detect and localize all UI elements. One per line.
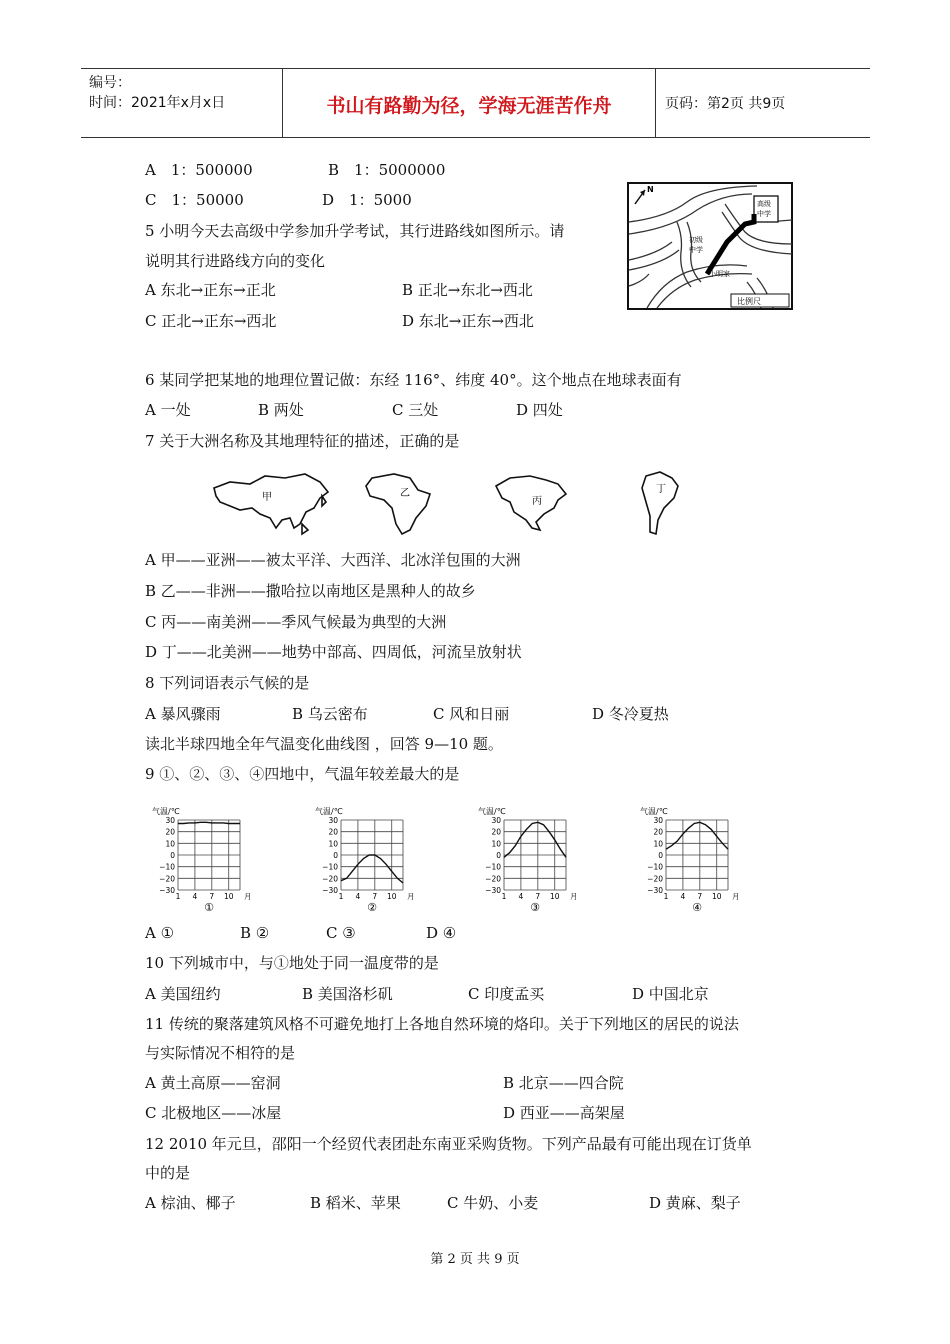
temperature-line [666,822,728,849]
q7-option-a: A 甲——亚洲——被太平洋、大西洋、北冰洋包围的大洲 [145,551,521,569]
header-divider [655,69,656,137]
q8-option-c: C 风和日丽 [433,705,510,723]
header-motto: 书山有路勤为径，学海无涯苦作舟 [326,95,612,117]
q11-text-cont: 与实际情况不相符的是 [145,1044,296,1062]
q4-option-c: C 1：50000 [145,191,244,209]
chart-ylabel: 气温/℃ [315,807,343,816]
chart-ytick-label: −30 [485,886,501,895]
temperature-line [341,855,403,883]
header-meta [89,73,225,113]
q12-text-cont: 中的是 [145,1164,191,1182]
q7-text: 7 关于大洲名称及其地理特征的描述，正确的是 [145,432,460,450]
q4-option-d: D 1：5000 [322,191,412,209]
chart-ytick-label: −30 [647,886,663,895]
junior-school-label: 初级 [689,236,703,244]
q8-option-a: A 暴风骤雨 [145,705,221,723]
chart-xtick-label: 4 [518,892,524,901]
chart-xunit: 月 [570,892,578,901]
climate-chart-4 [640,806,740,914]
chart-ytick-label: 20 [328,827,338,837]
chart-ytick-label: −20 [159,874,175,884]
temperature-line [178,822,240,823]
north-label: N [647,185,654,194]
number-label: 编号： [89,75,131,91]
chart-xtick-label: 4 [192,892,198,901]
read-intro: 读北半球四地全年气温变化曲线图 ，回答 9—10 题。 [145,735,503,753]
chart-name: ③ [530,901,540,914]
chart-ytick-label: 10 [491,839,501,849]
q12-option-d: D 黄麻、梨子 [649,1194,741,1212]
q10-option-d: D 中国北京 [632,985,709,1003]
q4-option-a: A 1：500000 [145,161,253,179]
chart-ytick-label: 0 [658,851,663,860]
q5-text-cont: 说明其行进路线方向的变化 [145,252,326,270]
chart-ytick-label: −10 [485,862,501,872]
q6-text: 6 某同学把某地的地理位置记做：东经 116°、纬度 40°。这个地点在地球表面有 [145,371,682,389]
climate-chart-3 [478,806,578,914]
q5-option-d: D 东北→正东→西北 [402,312,534,330]
chart-ytick-label: −20 [485,874,501,884]
chart-ytick-label: −10 [647,862,663,872]
chart-ytick-label: −30 [322,886,338,895]
chart-xtick-label: 7 [697,892,703,901]
q7-option-d: D 丁——北美洲——地势中部高、四周低，河流呈放射状 [145,643,522,661]
chart-xtick-label: 10 [223,892,234,901]
chart-ytick-label: −20 [647,874,663,884]
chart-ytick-label: 30 [491,816,501,825]
chart-xunit: 月 [732,892,740,901]
q11-option-a: A 黄土高原——窑洞 [145,1074,281,1092]
q11-option-d: D 西亚——高架屋 [503,1104,625,1122]
q8-text: 8 下列词语表示气候的是 [145,674,310,692]
climate-chart-1 [152,806,252,914]
chart-ytick-label: 30 [165,816,175,825]
chart-name: ④ [692,901,702,914]
chart-ylabel: 气温/℃ [640,807,668,816]
chart-ytick-label: −20 [322,874,338,884]
chart-name: ② [367,901,377,914]
chart-ytick-label: −30 [159,886,175,895]
label-ding: 丁 [656,484,666,495]
junior-school-label: 中学 [689,246,703,254]
q8-option-b: B 乌云密布 [292,705,368,723]
q12-option-b: B 稻米、苹果 [310,1194,401,1212]
q6-option-d: D 四处 [516,401,563,419]
q6-option-b: B 两处 [258,401,304,419]
chart-xtick-label: 10 [549,892,560,901]
label-jia: 甲 [262,492,272,503]
chart-xtick-label: 7 [372,892,378,901]
chart-xunit: 月 [407,892,415,901]
q11-option-c: C 北极地区——冰屋 [145,1104,282,1122]
header-page-info: 页码：第2页 共9页 [665,96,786,112]
q9-text: 9 ①、②、③、④四地中，气温年较差最大的是 [145,765,460,783]
chart-ytick-label: 30 [653,816,663,825]
chart-xtick-label: 4 [680,892,686,901]
chart-ytick-label: 20 [165,827,175,837]
chart-xtick-label: 7 [209,892,215,901]
chart-ytick-label: 30 [328,816,338,825]
chart-ylabel: 气温/℃ [478,807,506,816]
climate-charts [140,804,740,916]
page-footer: 第 2 页 共 9 页 [430,1252,520,1267]
chart-ylabel: 气温/℃ [152,807,180,816]
chart-xtick-label: 1 [663,892,669,901]
chart-xtick-label: 1 [338,892,344,901]
chart-ytick-label: 0 [170,851,175,860]
q9-option-d: D ④ [426,924,457,942]
route-map [627,182,793,310]
q10-option-b: B 美国洛杉矶 [302,985,393,1003]
q10-option-c: C 印度孟买 [468,985,545,1003]
q11-text: 11 传统的聚落建筑风格不可避免地打上各地自然环境的烙印。关于下列地区的居民的说法 [145,1015,739,1033]
q9-option-b: B ② [240,924,270,942]
chart-ytick-label: 10 [328,839,338,849]
chart-ytick-label: −10 [322,862,338,872]
q7-option-c: C 丙——南美洲——季风气候最为典型的大洲 [145,613,447,631]
chart-xtick-label: 7 [535,892,541,901]
climate-chart-2 [315,806,415,914]
chart-xtick-label: 10 [386,892,397,901]
label-yi: 乙 [400,488,410,499]
chart-xunit: 月 [244,892,252,901]
chart-xtick-label: 4 [355,892,361,901]
chart-xtick-label: 10 [711,892,722,901]
q6-option-a: A 一处 [145,401,191,419]
time-label: 时间：2021年x月x日 [89,95,226,111]
south-america-outline [642,472,678,534]
q4-option-b: B 1：5000000 [328,161,446,179]
north-america-outline [496,476,566,530]
africa-outline [366,474,430,534]
chart-ytick-label: 0 [333,851,338,860]
q12-text: 12 2010 年元旦，邵阳一个经贸代表团赴东南亚采购货物。下列产品最有可能出现在订货单 [145,1135,752,1153]
q6-option-c: C 三处 [392,401,439,419]
q5-option-a: A 东北→正东→正北 [145,281,276,299]
continent-outlines [210,468,690,540]
q12-option-c: C 牛奶、小麦 [447,1194,539,1212]
q5-option-b: B 正北→东北→西北 [402,281,533,299]
chart-ytick-label: 0 [496,851,501,860]
q10-text: 10 下列城市中，与①地处于同一温度带的是 [145,954,439,972]
home-label: 小明家 [709,270,730,278]
label-bing: 丙 [532,496,542,507]
q10-option-a: A 美国纽约 [145,985,221,1003]
chart-ytick-label: 10 [653,839,663,849]
scale-label: 比例尺 [737,297,761,306]
q9-option-a: A ① [145,924,175,942]
q12-option-a: A 棕油、椰子 [145,1194,236,1212]
q5-text: 5 小明今天去高级中学参加升学考试，其行进路线如图所示。请 [145,222,565,240]
page-header [81,68,870,138]
q9-option-c: C ③ [326,924,356,942]
chart-ytick-label: 20 [653,827,663,837]
chart-ytick-label: 20 [491,827,501,837]
chart-name: ① [204,901,214,914]
chart-xtick-label: 1 [175,892,181,901]
high-school-label: 高级 [757,200,771,208]
chart-ytick-label: −10 [159,862,175,872]
q8-option-d: D 冬冷夏热 [592,705,669,723]
q5-option-c: C 正北→正东→西北 [145,312,277,330]
q7-option-b: B 乙——非洲——撒哈拉以南地区是黑种人的故乡 [145,582,476,600]
high-school-label: 中学 [757,210,771,218]
chart-xtick-label: 1 [501,892,507,901]
chart-ytick-label: 10 [165,839,175,849]
q11-option-b: B 北京——四合院 [503,1074,624,1092]
temperature-line [504,822,566,857]
